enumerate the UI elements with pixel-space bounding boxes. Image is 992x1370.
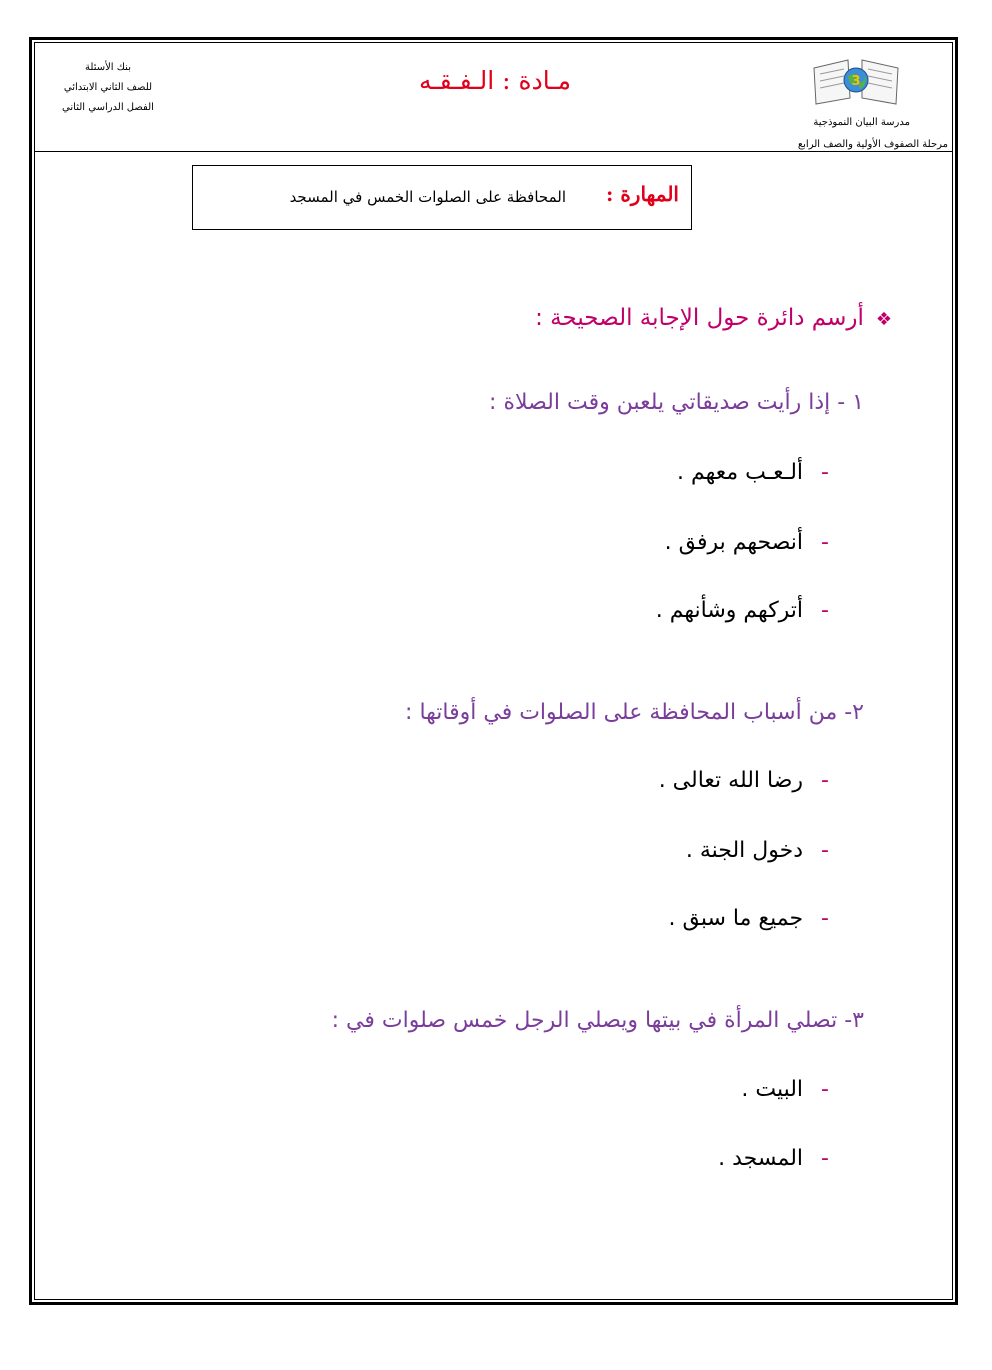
question-3-option-2[interactable]	[718, 1146, 829, 1171]
question-1: ١ - إذا رأيت صديقاتي يلعبن وقت الصلاة :	[489, 390, 864, 415]
skill-text: المحافظة على الصلوات الخمس في المسجد	[289, 188, 566, 206]
option-marker: -	[821, 530, 829, 555]
option-marker: -	[821, 460, 829, 485]
question-2: ٢- من أسباب المحافظة على الصلوات في أوقاتها :	[405, 700, 864, 725]
question-1-option-2[interactable]	[665, 530, 829, 555]
option-text: ألـعـب معهم .	[676, 460, 804, 485]
question-2-option-3[interactable]	[669, 906, 830, 931]
header-left-info	[48, 58, 168, 118]
instruction	[535, 305, 892, 331]
svg-text:3: 3	[851, 74, 861, 89]
subject-title: مـادة : الـفـقـه	[418, 66, 572, 95]
stage-label: مرحلة الصفوف الأولية والصف الرابع	[797, 139, 948, 150]
question-2-option-1[interactable]	[659, 768, 829, 793]
grade-label: للصف الثاني الابتدائي	[63, 82, 153, 93]
option-text: المسجد .	[718, 1146, 804, 1171]
question-2-option-2[interactable]	[686, 838, 829, 863]
option-text: رضا الله تعالى .	[658, 768, 804, 793]
option-marker: -	[821, 598, 829, 623]
school-name: مدرسة البيان النموذجية	[813, 117, 910, 128]
question-3: ٣- تصلي المرأة في بيتها ويصلي الرجل خمس صلوات في :	[331, 1008, 864, 1033]
header-right-info	[720, 112, 948, 156]
option-text: أتركهم وشأنهم .	[655, 598, 804, 623]
option-marker: -	[821, 838, 829, 863]
question-3-option-1[interactable]	[741, 1077, 829, 1102]
skill-box	[192, 165, 692, 230]
school-logo-icon	[810, 54, 902, 108]
question-1-option-3[interactable]	[656, 598, 829, 623]
instruction-text: أرسم دائرة حول الإجابة الصحيحة :	[535, 305, 864, 331]
question-1-option-1[interactable]	[677, 460, 829, 485]
option-text: أنصحهم برفق .	[664, 530, 804, 555]
option-marker: -	[821, 768, 829, 793]
skill-label: المهارة :	[605, 182, 679, 206]
option-marker: -	[821, 906, 829, 931]
option-text: جميع ما سبق .	[668, 906, 804, 931]
semester-label: الفصل الدراسي الثاني	[62, 102, 154, 113]
option-text: البيت .	[741, 1077, 804, 1102]
option-text: دخول الجنة .	[685, 838, 804, 863]
question-bank-label: بنك الأسئلة	[85, 62, 131, 73]
diamond-bullet-icon: ❖	[875, 309, 892, 330]
option-marker: -	[821, 1146, 829, 1171]
option-marker: -	[821, 1077, 829, 1102]
page-border-inner	[34, 42, 953, 1300]
